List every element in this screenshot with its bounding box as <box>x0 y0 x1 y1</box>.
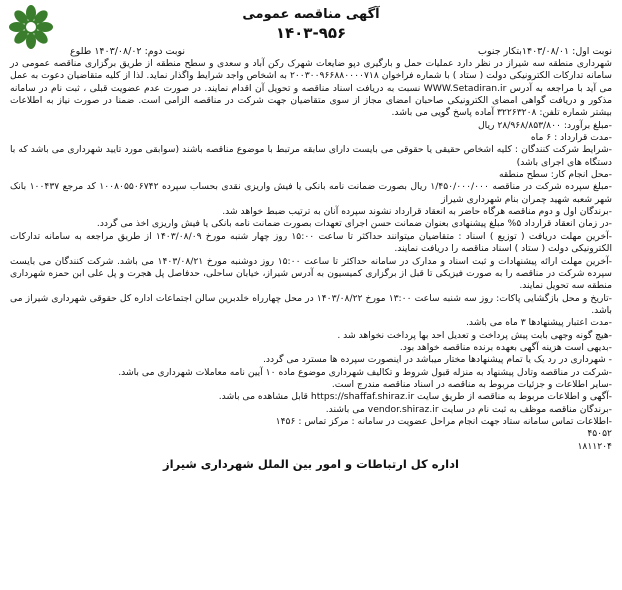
contact-numbers <box>8 428 614 453</box>
header <box>8 6 614 43</box>
paragraph: -هیچ گونه وجهی بابت پیش پرداخت و تعدیل احد بها پرداخت نخواهد شد . <box>337 329 612 341</box>
paragraph: -برندگان مناقصه موظف به ثبت نام در سایت vendor.shiraz.ir می باشند. <box>325 403 612 415</box>
paragraph: -مدت اعتبار پیشنهادها ۳ ماه می باشد. <box>466 317 612 329</box>
issuer-signature: اداره کل ارتباطات و امور بین الملل شهرداری شیراز <box>163 457 459 471</box>
paragraph: -اطلاعات تماس سامانه ستاد جهت انجام مراحل عضویت در سامانه : مرکز تماس : ۱۴۵۶ <box>275 415 612 427</box>
paragraph: -تاریخ و محل بازگشایی پاکات: روز سه شنبه ساعت ۱۳:۰۰ مورخ ۱۴۰۳/۰۸/۲۲ در محل چهارراه خلدبرین سالن اجتماعات اداره کل حقوقی شهرداری شیراز می باشد. <box>10 292 612 316</box>
notice-title: آگهی مناقصه عمومی <box>242 7 380 22</box>
paragraph: -در زمان انعقاد قرارداد ۵% مبلغ پیشنهادی بعنوان ضمانت حسن اجرای تعهدات بصورت ضمانت نامه بانکی یا فیش واریزی اخذ می گردد. <box>96 218 612 230</box>
shiraz-municipality-logo-icon <box>8 4 54 50</box>
paragraph: -بدیهی است هزینه آگهی بعهده برنده مناقصه خواهد بود. <box>399 341 612 353</box>
paragraph: -برندگان اول و دوم مناقصه هرگاه حاضر به انعقاد قرارداد نشوند سپرده آنان به ترتیب ضبط خواهد شد. <box>222 206 612 218</box>
contact-line: ۴۵۰۵۲ <box>587 428 612 440</box>
notice-number: ۱۴۰۳-۹۵۶ <box>275 24 347 42</box>
paragraph: -آخرین مهلت دریافت ( توزیع ) اسناد : متقاضیان میتوانند حداکثر تا ساعت ۱۵:۰۰ روز چهار شنبه مورخ ۱۴۰۳/۰۸/۰۹ از طریق مراجعه به سامانه تدارکات الکترونیکی دولت ( ستاد ) اسناد مناقصه را دریافت نمایند. <box>10 230 612 255</box>
paragraph: -مبلغ سپرده شرکت در مناقصه ۱/۴۵۰/۰۰۰/۰۰۰ ریال بصورت ضمانت نامه بانکی یا فیش واریزی نقدی بحساب سپرده ۱۰۰۸۰۵۵۰۶۷۴۲ کد مرجع ۱۰۰۴۳۷ بانک شهر شعبه شهید چمران بنام شهرداری شیراز <box>10 181 612 205</box>
publication-dates <box>8 45 614 58</box>
paragraph: -مبلغ برآورد: ۲۸/۹۶۸/۸۵۳/۸۰۰ ریال <box>478 119 612 131</box>
paragraph: شهرداری منطقه سه شیراز در نظر دارد عملیات حمل و بارگیری دپو ضایعات شهرک رکن آباد و سعدی و سطح منطقه از طریق برگزاری مناقصه عمومی در سامانه تدارکات الکترونیکی دولت ( ستاد ) با شماره فراخوان ۲۰۰۳۰۰۹۶۶۸۸۰۰۰۰۷۱۸ به اشخاص واجد شرایط واگذار نماید. لذا از کلیه متقاضیان دعوت به عمل می آید با مراجعه به آدرس WWW.Setadiran.ir نسبت به دریافت اسناد مناقصه و تحویل آن اقدام نمایند. در صورت عدم عضویت قبلی ، ثبت نام در سامانه مذکور و دریافت گواهی امضای الکترونیکی صاحبان امضای مجاز از سوی متقاضیان جهت شرکت در مناقصه الزامی است. ضمنا در صورت نیاز به اطلاعات بیشتر شماره تلفن: ۳۲۲۶۳۲۰۸ آماده پاسخ گویی می باشد. <box>10 58 613 119</box>
paragraph: -سایر اطلاعات و جزئیات مربوط به مناقصه در اسناد مناقصه مندرج است. <box>331 378 612 390</box>
second-publication: نوبت دوم: ۱۴۰۳/۰۸/۰۲ طلوع <box>70 46 186 57</box>
paragraph: -شرکت در مناقصه وتادل پیشنهاد به منزله قبول شروط و تکالیف شهرداری موضوع ماده ۱۰ آیین نامه معاملات شهرداری می باشد. <box>118 366 612 378</box>
paragraph: -شرایط شرکت کنندگان : کلیه اشخاص حقیقی یا حقوقی می بایست دارای سابقه مرتبط با موضوع مناقصه باشند (سوابقی مورد تایید شهرداری می باشد که با دستگاه های اجرای باشد) <box>10 144 612 168</box>
paragraph: -محل انجام کار: سطح منطقه <box>498 169 612 181</box>
notice-body <box>8 58 614 428</box>
first-publication: نوبت اول: ۱۴۰۳/۰۸/۰۱بتکار جنوب <box>478 46 612 57</box>
paragraph: - شهرداری در رد یک یا تمام پیشنهادها مختار میباشد در اینصورت سپرده ها مسترد می گردد. <box>262 354 612 366</box>
paragraph: -مدت قرارداد : ۶ ماه <box>530 132 612 144</box>
paragraph: -آخرین مهلت ارائه پیشنهادات و ثبت اسناد و مدارک در سامانه حداکثر تا ساعت ۱۵:۰۰ روز دوشنبه مورخ ۱۴۰۳/۰۸/۲۱ می باشد. شرکت کنندگان می بایست سپرده شرکت در مناقصه را به صورت فیزیکی تا قبل از برگزاری کمیسیون به آدرس شیراز، خیابان ساحلی، حدفاصل پل هجرت و پل علی ابن حمزه شهرداری منطقه سه تحویل نمایند. <box>10 255 612 292</box>
paragraph: -آگهی و اطلاعات مربوط به مناقصه از طریق سایت https://shaffaf.shiraz.ir قابل مشاهده می باشد. <box>218 391 612 403</box>
contact-line: ۱۸۱۱۲۰۴ <box>577 440 612 452</box>
